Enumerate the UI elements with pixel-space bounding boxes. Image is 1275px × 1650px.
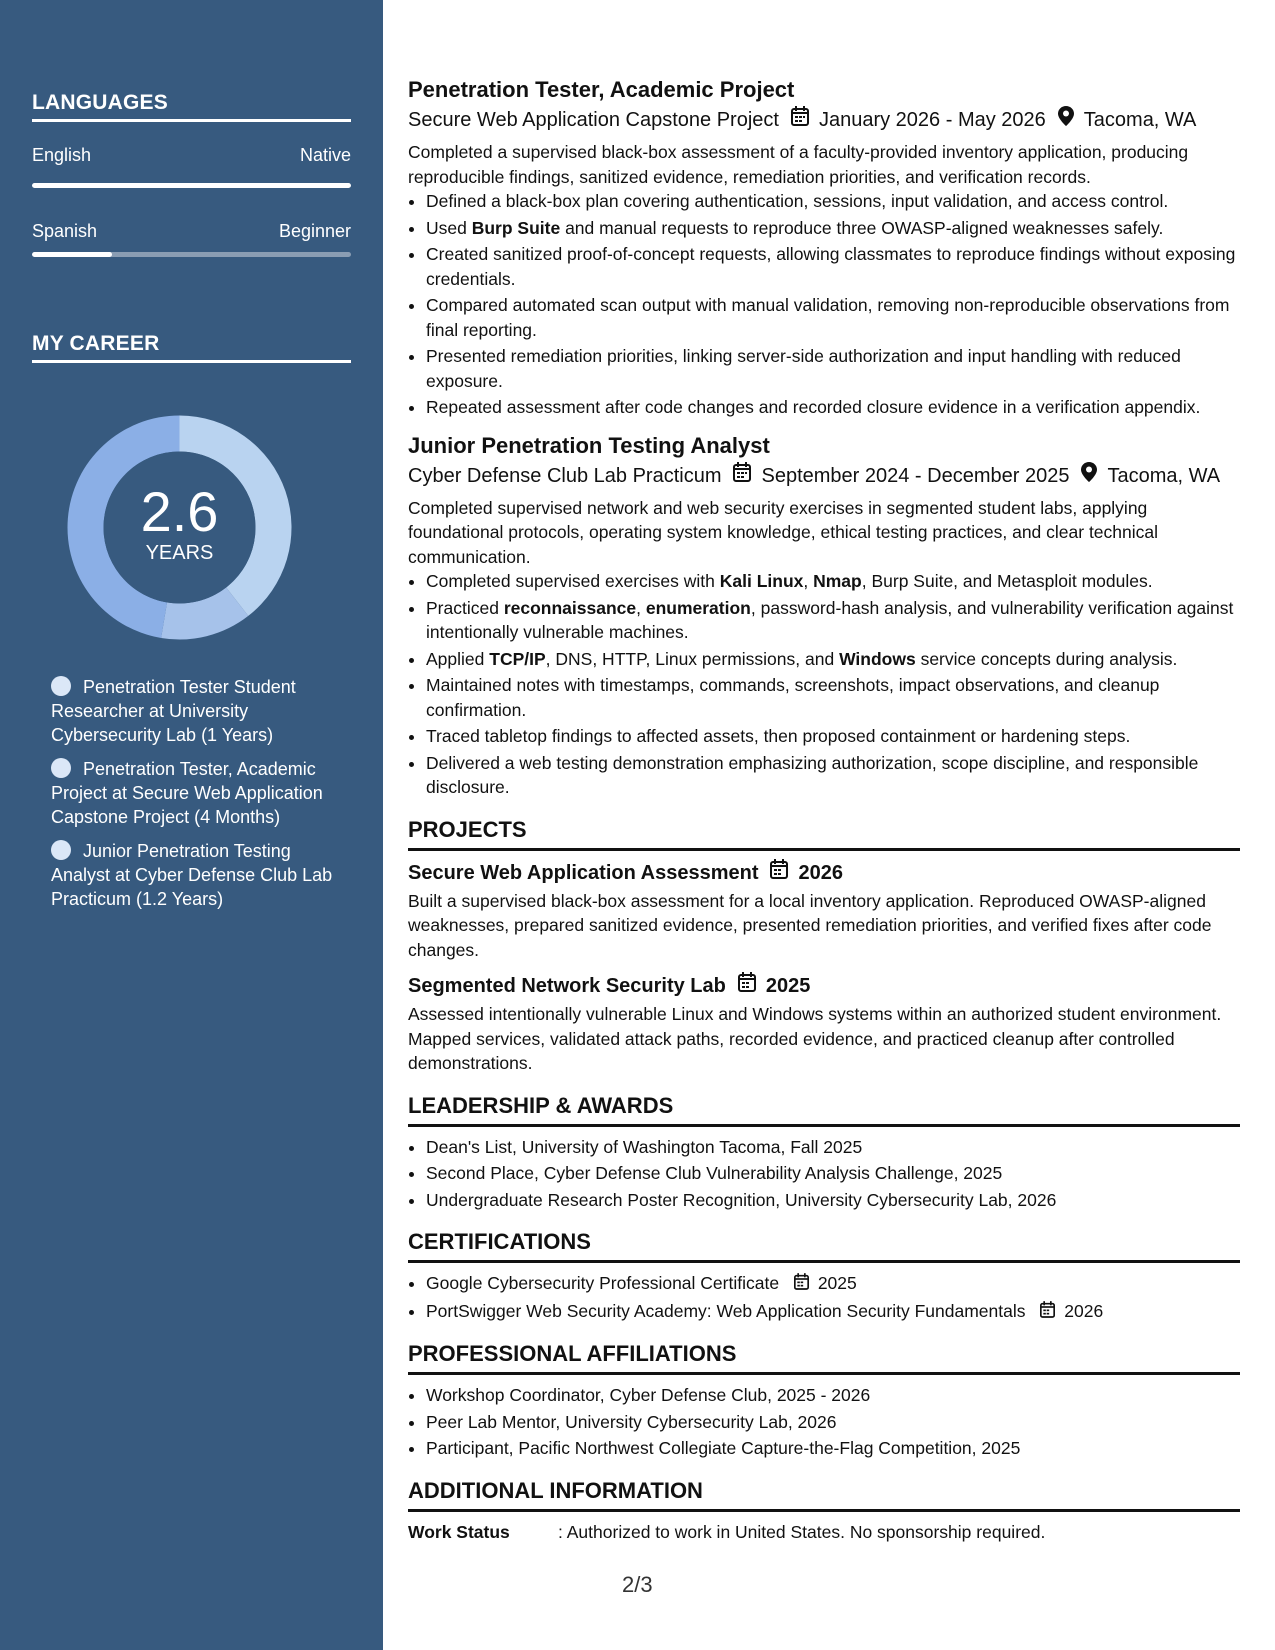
leadership-list [408, 1135, 1240, 1213]
job-bullet: • Traced tabletop findings to affected assets, then proposed containment or hardening steps. [426, 724, 1240, 749]
language-level: Native [299, 145, 351, 165]
job-dates: January 2026 - May 2026 [818, 109, 1046, 131]
location-pin-icon [1058, 106, 1074, 134]
legend-dot-icon [51, 758, 71, 778]
career-legend-text: Junior Penetration Testing Analyst at Cyber Defense Club Lab Practicum (1.2 Years) [51, 841, 333, 909]
language-name: English [32, 145, 92, 165]
job-bullet: • Defined a black-box plan covering authentication, sessions, input validation, and access control. [426, 189, 1240, 214]
job-meta [408, 106, 1240, 134]
job-title: Penetration Tester, Academic Project [408, 77, 795, 102]
job-entry [408, 432, 1240, 800]
work-status-label: Work Status [408, 1521, 510, 1542]
leadership-item: • Second Place, Cyber Defense Club Vulnerability Analysis Challenge, 2025 [426, 1161, 1240, 1186]
certification-item [426, 1299, 1240, 1325]
job-summary: Completed a supervised black-box assessment of a faculty-provided inventory application, producing reproducible findings, sanitized evidence, remediation priorities, and verification records. [408, 142, 1189, 187]
job-bullet: • Repeated assessment after code changes and recorded closure evidence in a verification appendix. [426, 395, 1240, 420]
job-organization: Cyber Defense Club Lab Practicum [408, 464, 722, 487]
language-level: Beginner [278, 221, 351, 241]
calendar-icon [738, 972, 756, 1000]
career-legend-item [51, 839, 336, 911]
language-bar-fill [32, 252, 112, 257]
job-bullet: • Created sanitized proof-of-concept requests, allowing classmates to reproduce findings without exposing credentials. [426, 242, 1240, 291]
project-year: 2025 [765, 975, 811, 997]
language-bar-english [32, 183, 351, 188]
career-legend-text: Penetration Tester, Academic Project at Secure Web Application Capstone Project (4 Months) [51, 759, 323, 827]
certifications-list [408, 1271, 1240, 1324]
language-english [32, 145, 351, 166]
job-bullet: • Practiced reconnaissance, enumeration, password-hash analysis, and vulnerability verification against intentionally vulnerable machines. [426, 596, 1240, 645]
career-donut-chart [67, 415, 292, 640]
work-status-row [408, 1522, 1240, 1543]
job-bullet: • Compared automated scan output with manual validation, removing non-reproducible observations from final reporting. [426, 293, 1240, 342]
leadership-heading: LEADERSHIP & AWARDS [408, 1092, 1240, 1127]
calendar-icon [1040, 1300, 1055, 1325]
additional-heading: ADDITIONAL INFORMATION [408, 1477, 1240, 1512]
job-title: Junior Penetration Testing Analyst [408, 432, 770, 458]
job-organization: Secure Web Application Capstone Project [408, 109, 779, 131]
job-bullets [408, 569, 1240, 800]
job-bullet: • Maintained notes with timestamps, commands, screenshots, impact observations, and cleanup confirmation. [426, 673, 1240, 722]
leadership-item: • Undergraduate Research Poster Recognition, University Cybersecurity Lab, 2026 [426, 1188, 1240, 1213]
affiliation-item: • Participant, Pacific Northwest Collegiate Capture-the-Flag Competition, 2025 [426, 1436, 1240, 1461]
language-bar-fill [32, 183, 351, 188]
job-bullet: • Applied TCP/IP, DNS, HTTP, Linux permissions, and Windows service concepts during analysis. [426, 647, 1240, 672]
project-description: Built a supervised black-box assessment for a local inventory application. Reproduced OWASP-aligned weaknesses, prepared sanitized evidence, presented remediation priorities, and verified fixes after code changes. [408, 890, 1212, 960]
career-legend-item [51, 757, 336, 829]
job-bullet: • Used Burp Suite and manual requests to reproduce three OWASP-aligned weaknesses safely. [426, 216, 1240, 241]
job-bullet: • Delivered a web testing demonstration emphasizing authorization, scope discipline, and responsible disclosure. [426, 751, 1240, 800]
location-pin-icon [1081, 462, 1097, 490]
affiliation-item: • Peer Lab Mentor, University Cybersecurity Lab, 2026 [426, 1410, 1240, 1435]
languages-heading: LANGUAGES [32, 91, 351, 122]
language-spanish [32, 221, 351, 242]
career-legend-text: Penetration Tester Student Researcher at University Cybersecurity Lab (1 Years) [51, 677, 296, 745]
calendar-icon [770, 859, 788, 887]
career-legend [51, 675, 336, 921]
legend-dot-icon [51, 676, 71, 696]
language-bar-spanish [32, 252, 351, 257]
project-title-row [408, 859, 1240, 887]
calendar-icon [794, 1272, 809, 1297]
legend-dot-icon [51, 840, 71, 860]
certification-name: PortSwigger Web Security Academy: Web Application Security Fundamentals [426, 1300, 1026, 1321]
career-total-years: 2.6 [140, 480, 219, 543]
main-content [408, 76, 1240, 1543]
job-location: Tacoma, WA [1107, 464, 1221, 487]
job-bullet: • Completed supervised exercises with Kali Linux, Nmap, Burp Suite, and Metasploit modules. [426, 569, 1240, 594]
calendar-icon [791, 106, 809, 134]
job-bullet: • Presented remediation priorities, linking server-side authorization and input handling with reduced exposure. [426, 344, 1240, 393]
certification-year: 2025 [817, 1273, 857, 1293]
career-years-unit: YEARS [145, 542, 214, 564]
project-entry [408, 859, 1240, 963]
certification-year: 2026 [1064, 1300, 1104, 1321]
job-dates: September 2024 - December 2025 [761, 464, 1070, 487]
sidebar [0, 0, 383, 1650]
career-heading: MY CAREER [32, 332, 351, 363]
project-title: Secure Web Application Assessment [408, 861, 759, 884]
work-status-value: : Authorized to work in United States. No sponsorship required. [558, 1521, 1046, 1542]
leadership-item: • Dean's List, University of Washington Tacoma, Fall 2025 [426, 1135, 1240, 1160]
affiliations-heading: PROFESSIONAL AFFILIATIONS [408, 1340, 1240, 1375]
projects-heading: PROJECTS [408, 816, 1240, 851]
job-bullets [408, 189, 1240, 420]
affiliation-item: • Workshop Coordinator, Cyber Defense Club, 2025 - 2026 [426, 1383, 1240, 1408]
job-summary: Completed supervised network and web security exercises in segmented student labs, applying foundational protocols, operating system knowledge, ethical testing practices, and clear technical communication. [408, 497, 1159, 567]
project-description: Assessed intentionally vulnerable Linux and Windows systems within an authorized student environment. Mapped services, validated attack paths, recorded evidence, and practiced cleanup after controlled demonstrations. [408, 1004, 1222, 1073]
donut-center [67, 415, 292, 640]
project-title: Segmented Network Security Lab [408, 975, 726, 997]
project-entry [408, 972, 1240, 1076]
project-year: 2026 [798, 861, 843, 884]
affiliations-list [408, 1383, 1240, 1461]
certification-item [426, 1271, 1240, 1297]
calendar-icon [733, 462, 751, 490]
job-location: Tacoma, WA [1083, 109, 1197, 131]
job-entry [408, 76, 1240, 420]
certification-name: Google Cybersecurity Professional Certificate [426, 1273, 780, 1293]
certifications-heading: CERTIFICATIONS [408, 1228, 1240, 1263]
project-title-row [408, 972, 1240, 1000]
job-meta [408, 462, 1240, 490]
career-legend-item [51, 675, 336, 747]
language-name: Spanish [32, 221, 98, 241]
page-number: 2/3 [622, 1572, 653, 1597]
